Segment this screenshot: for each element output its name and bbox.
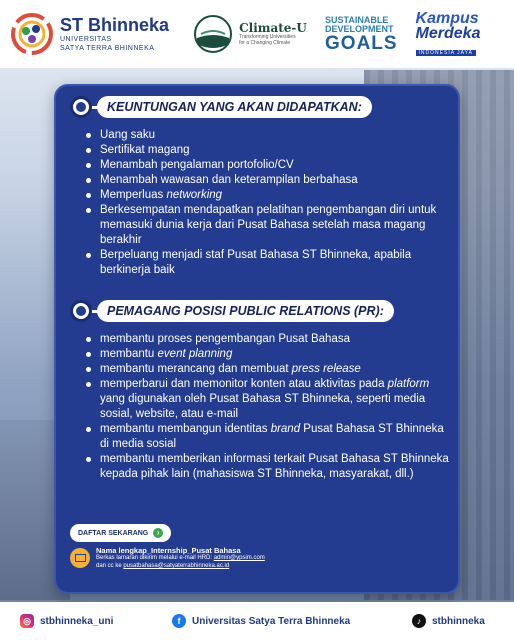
- list-item: [86, 422, 450, 452]
- instagram-handle: stbhinneka_uni: [40, 615, 114, 627]
- list-item: [86, 347, 450, 362]
- hrd-email-link[interactable]: admin@ypsim.com: [213, 555, 265, 562]
- benefits-heading: [70, 96, 372, 118]
- st-title: ST Bhinneka: [60, 15, 170, 35]
- facebook-icon: f: [172, 614, 186, 628]
- facebook-handle: Universitas Satya Terra Bhinneka: [192, 615, 351, 627]
- list-item: membantu proses pengembangan Pusat Bahasa: [86, 332, 450, 347]
- tiktok-icon: ♪: [412, 614, 426, 628]
- climate-title: Climate-U: [239, 20, 307, 35]
- instagram-icon: ◎: [20, 614, 34, 628]
- mail-icon: [70, 548, 90, 568]
- position-title-prefix: PEMAGANG POSISI: [107, 304, 230, 318]
- climate-u-logo: [193, 14, 311, 54]
- list-item: Menambah wawasan dan keterampilan berbahasa: [86, 173, 450, 188]
- sdg-line-2: DEVELOPMENT: [325, 23, 394, 34]
- sdg-logo: [325, 16, 410, 53]
- arrow-right-icon: ›: [153, 528, 163, 538]
- st-bhinneka-emblem-icon: [10, 12, 54, 56]
- kampus-merdeka-logo: [416, 11, 504, 57]
- list-item: Menambah pengalaman portofolio/CV: [86, 158, 450, 173]
- hrd-line: [96, 555, 265, 563]
- instagram-link[interactable]: [20, 614, 113, 628]
- bullet-circle-icon: [70, 96, 92, 118]
- climate-sub-2: for a Changing Climate: [239, 39, 291, 46]
- benefit-text-networking: Memperluas networking: [100, 189, 223, 201]
- position-heading: [70, 300, 394, 322]
- position-title-suffix: (PR):: [350, 304, 384, 318]
- list-item: [86, 188, 450, 203]
- list-item: Berpeluang menjadi staf Pusat Bahasa ST Bhinneka, apabila berkinerja baik: [86, 248, 450, 278]
- climate-sub-1: Transforming Universities: [239, 34, 296, 41]
- register-label: DAFTAR SEKARANG: [78, 529, 149, 537]
- list-item: membantu memberikan informasi terkait Pusat Bahasa ST Bhinneka kepada pihak lain (mahasiswa ST Bhinneka, masyarakat, dll.): [86, 452, 450, 482]
- sdg-line-3: GOALS: [325, 32, 398, 54]
- footer-social: [0, 602, 514, 640]
- list-item: Berkesempatan mendapatkan pelatihan pengembangan diri untuk memasuki dunia kerja dari Pusat Bahasa setelah masa magang berakhir: [86, 203, 450, 248]
- application-info: [70, 546, 265, 570]
- tiktok-link[interactable]: [412, 614, 485, 628]
- list-item: Uang saku: [86, 128, 450, 143]
- sdg-line-1: SUSTAINABLE: [325, 14, 389, 25]
- position-title-italic: PUBLIC RELATIONS: [229, 304, 351, 318]
- list-item: Sertifikat magang: [86, 143, 450, 158]
- list-item: [86, 362, 450, 377]
- climate-globe-icon: [193, 14, 233, 54]
- kampus-line-2: Merdeka: [415, 25, 481, 43]
- cc-line: [96, 563, 265, 571]
- position-list: [86, 332, 450, 482]
- info-card: [54, 84, 460, 594]
- task-text-event: membantu event planning: [100, 348, 233, 360]
- kampus-line-1: Kampus: [415, 10, 479, 28]
- st-sub-1: UNIVERSITAS: [60, 36, 112, 43]
- hrd-prefix: Berkas lamaran dikirim melalui e-mail HRD:: [96, 555, 214, 562]
- st-sub-2: SATYA TERRA BHINNEKA: [60, 45, 155, 52]
- email-subject: Nama lengkap_Internship_Pusat Bahasa: [96, 546, 241, 555]
- kampus-line-3: INDONESIA JAYA: [416, 50, 476, 57]
- header-logos: [0, 0, 514, 68]
- bullet-circle-icon: [70, 300, 92, 322]
- tiktok-handle: stbhinneka: [432, 615, 485, 627]
- facebook-link[interactable]: [172, 614, 350, 628]
- task-text-press: membantu merancang dan membuat press release: [100, 363, 361, 375]
- benefits-list: [86, 128, 450, 278]
- list-item: [86, 377, 450, 422]
- cc-email-link[interactable]: pusatbahasa@satyaterrabhinneka.ac.id: [123, 562, 230, 569]
- st-bhinneka-logo: [10, 12, 177, 56]
- register-now-button[interactable]: [70, 524, 171, 542]
- cc-prefix: dan cc ke: [96, 562, 124, 569]
- task-text-brand: membantu membangun identitas brand Pusat Bahasa ST Bhinneka di media sosial: [100, 423, 444, 450]
- benefits-title: KEUNTUNGAN YANG AKAN DIDAPATKAN:: [97, 96, 372, 118]
- task-text-platform: memperbarui dan memonitor konten atau aktivitas pada platform yang digunakan oleh Pusat Bahasa ST Bhinneka, seperti media sosial, website, atau e-mail: [100, 378, 430, 420]
- position-title: [97, 300, 394, 322]
